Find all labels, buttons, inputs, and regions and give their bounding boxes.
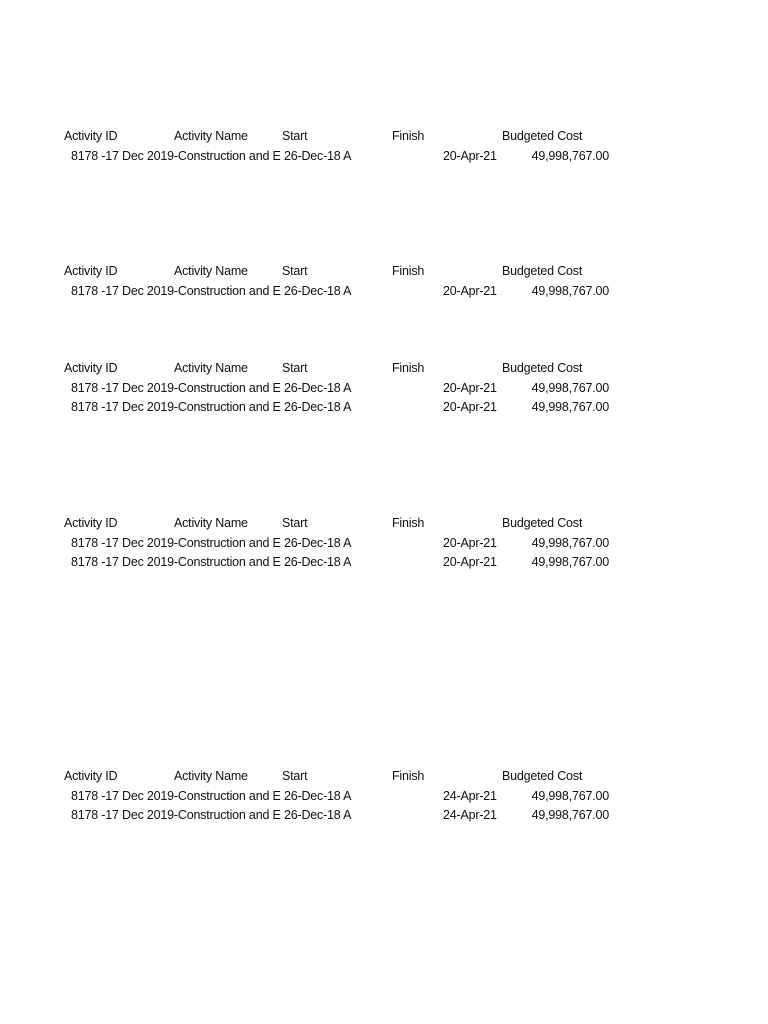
finish-date: 20-Apr-21	[443, 283, 497, 298]
header-budgeted-cost: Budgeted Cost	[502, 516, 583, 530]
activity-table-4	[0, 514, 768, 573]
activity-id-name-cell	[64, 806, 284, 826]
budgeted-cost: 49,998,767.00	[531, 148, 609, 163]
header-activity-name: Activity Name	[174, 264, 248, 278]
activity-table-5	[0, 767, 768, 826]
header-row	[0, 359, 768, 379]
table-row	[0, 787, 768, 807]
header-row	[0, 262, 768, 282]
table-row	[0, 147, 768, 167]
activity-id-name: 8178 -17 Dec 2019-Construction and E	[71, 555, 281, 569]
finish-date: 24-Apr-21	[443, 808, 497, 822]
header-start: Start	[282, 516, 308, 530]
budgeted-cost: 49,998,767.00	[531, 283, 609, 298]
finish-date: 20-Apr-21	[443, 380, 497, 395]
activity-id-name-cell	[64, 553, 284, 573]
header-activity-id: Activity ID	[64, 516, 118, 530]
header-row	[0, 514, 768, 534]
start-date: 26-Dec-18 A	[284, 400, 352, 414]
finish-date: 20-Apr-21	[443, 400, 497, 414]
header-start: Start	[282, 769, 308, 783]
header-budgeted-cost: Budgeted Cost	[502, 769, 583, 783]
header-start: Start	[282, 361, 308, 375]
header-activity-name: Activity Name	[174, 361, 248, 375]
activity-id-name-cell	[64, 147, 284, 167]
finish-date: 20-Apr-21	[443, 555, 497, 569]
header-finish: Finish	[392, 129, 425, 143]
budgeted-cost: 49,998,767.00	[531, 808, 609, 822]
budgeted-cost: 49,998,767.00	[531, 535, 609, 550]
header-finish: Finish	[392, 769, 425, 783]
header-start: Start	[282, 264, 308, 278]
activity-id-name-cell	[64, 787, 284, 807]
start-date: 26-Dec-18 A	[284, 283, 352, 298]
finish-date: 20-Apr-21	[443, 535, 497, 550]
budgeted-cost: 49,998,767.00	[531, 788, 609, 803]
activity-id-name: 8178 -17 Dec 2019-Construction and E	[71, 283, 281, 298]
activity-id-name-cell	[64, 398, 284, 418]
table-row	[0, 534, 768, 554]
table-row	[0, 398, 768, 418]
header-activity-id: Activity ID	[64, 769, 118, 783]
header-activity-id: Activity ID	[64, 361, 118, 375]
start-date: 26-Dec-18 A	[284, 535, 352, 550]
header-finish: Finish	[392, 516, 425, 530]
budgeted-cost: 49,998,767.00	[531, 380, 609, 395]
activity-id-name: 8178 -17 Dec 2019-Construction and E	[71, 788, 281, 803]
table-row	[0, 553, 768, 573]
start-date: 26-Dec-18 A	[284, 555, 352, 569]
finish-date: 24-Apr-21	[443, 788, 497, 803]
header-activity-name: Activity Name	[174, 769, 248, 783]
budgeted-cost: 49,998,767.00	[531, 400, 609, 414]
activity-table-3	[0, 359, 768, 418]
start-date: 26-Dec-18 A	[284, 148, 352, 163]
header-finish: Finish	[392, 264, 425, 278]
header-budgeted-cost: Budgeted Cost	[502, 264, 583, 278]
header-row	[0, 767, 768, 787]
header-start: Start	[282, 129, 308, 143]
activity-id-name: 8178 -17 Dec 2019-Construction and E	[71, 400, 281, 414]
start-date: 26-Dec-18 A	[284, 788, 352, 803]
activity-id-name: 8178 -17 Dec 2019-Construction and E	[71, 535, 281, 550]
activity-table-2	[0, 262, 768, 301]
table-row	[0, 379, 768, 399]
start-date: 26-Dec-18 A	[284, 380, 352, 395]
start-date: 26-Dec-18 A	[284, 808, 352, 822]
activity-id-name: 8178 -17 Dec 2019-Construction and E	[71, 380, 281, 395]
header-activity-id: Activity ID	[64, 129, 118, 143]
table-row	[0, 282, 768, 302]
activity-id-name: 8178 -17 Dec 2019-Construction and E	[71, 148, 281, 163]
budgeted-cost: 49,998,767.00	[531, 555, 609, 569]
activity-id-name-cell	[64, 282, 284, 302]
header-activity-id: Activity ID	[64, 264, 118, 278]
table-row	[0, 806, 768, 826]
activity-table-1	[0, 127, 768, 166]
activity-id-name-cell	[64, 534, 284, 554]
header-activity-name: Activity Name	[174, 516, 248, 530]
finish-date: 20-Apr-21	[443, 148, 497, 163]
header-budgeted-cost: Budgeted Cost	[502, 129, 583, 143]
activity-id-name: 8178 -17 Dec 2019-Construction and E	[71, 808, 281, 822]
header-row	[0, 127, 768, 147]
header-finish: Finish	[392, 361, 425, 375]
activity-id-name-cell	[64, 379, 284, 399]
header-budgeted-cost: Budgeted Cost	[502, 361, 583, 375]
header-activity-name: Activity Name	[174, 129, 248, 143]
